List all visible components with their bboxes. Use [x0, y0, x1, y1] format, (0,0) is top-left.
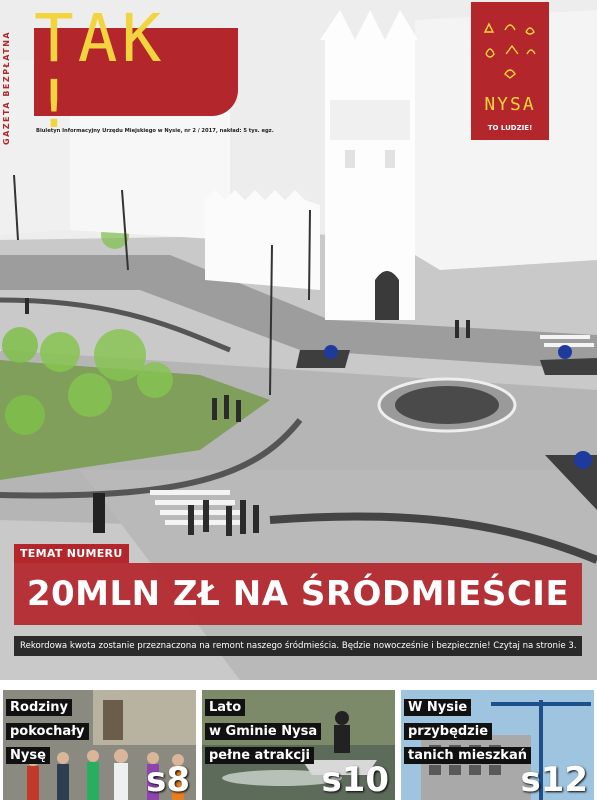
teaser-line: w Gminie Nysa — [205, 723, 321, 740]
bulletin-subtitle: Biuletyn Informacyjny Urzędu Miejskiego w Nysie, nr 2 / 2017, nakład: 5 tys. egz. — [36, 128, 274, 134]
teaser-page-number: s8 — [146, 760, 190, 800]
teaser-page-number: s12 — [520, 760, 588, 800]
teaser-title — [205, 696, 321, 768]
teaser-line: tanich mieszkań — [404, 747, 531, 764]
teaser-housing[interactable] — [401, 690, 594, 800]
drop-icon — [527, 50, 535, 54]
teaser-line: Nysę — [6, 747, 50, 764]
teaser-line: Lato — [205, 699, 245, 716]
teaser-summer[interactable] — [202, 690, 395, 800]
teaser-title — [6, 696, 89, 768]
city-slogan: TO LUDZIE! — [487, 124, 533, 132]
topic-label: TEMAT NUMERU — [14, 544, 129, 563]
teaser-line: pokochały — [6, 723, 89, 740]
free-newspaper-label: GAZETA BEZPŁATNA — [2, 30, 11, 146]
city-name: NYSA — [484, 94, 536, 115]
city-emblem-icons — [471, 2, 549, 140]
tulip-icon — [526, 28, 534, 34]
cover-headline: 20MLN ZŁ NA ŚRÓDMIEŚCIE — [14, 563, 582, 625]
teaser-title — [404, 696, 531, 768]
nysa-city-badge — [471, 2, 549, 140]
logo-text: TAK ! — [34, 0, 166, 143]
cover-lede: Rekordowa kwota zostanie przeznaczona na remont naszego śródmieścia. Będzie nowocześnie i bezpiecznie! Czytaj na stronie 3. — [14, 636, 582, 656]
leaf-icon — [486, 49, 494, 57]
book-icon — [506, 46, 518, 54]
teaser-page-number: s10 — [321, 760, 389, 800]
tower-icon — [485, 24, 493, 32]
teaser-families[interactable] — [3, 690, 196, 800]
heart-icon — [505, 70, 515, 78]
teaser-line: Rodziny — [6, 699, 72, 716]
teaser-line: pełne atrakcji — [205, 747, 314, 764]
bird-icon — [505, 25, 515, 30]
teaser-line: W Nysie — [404, 699, 471, 716]
teaser-line: przybędzie — [404, 723, 492, 740]
